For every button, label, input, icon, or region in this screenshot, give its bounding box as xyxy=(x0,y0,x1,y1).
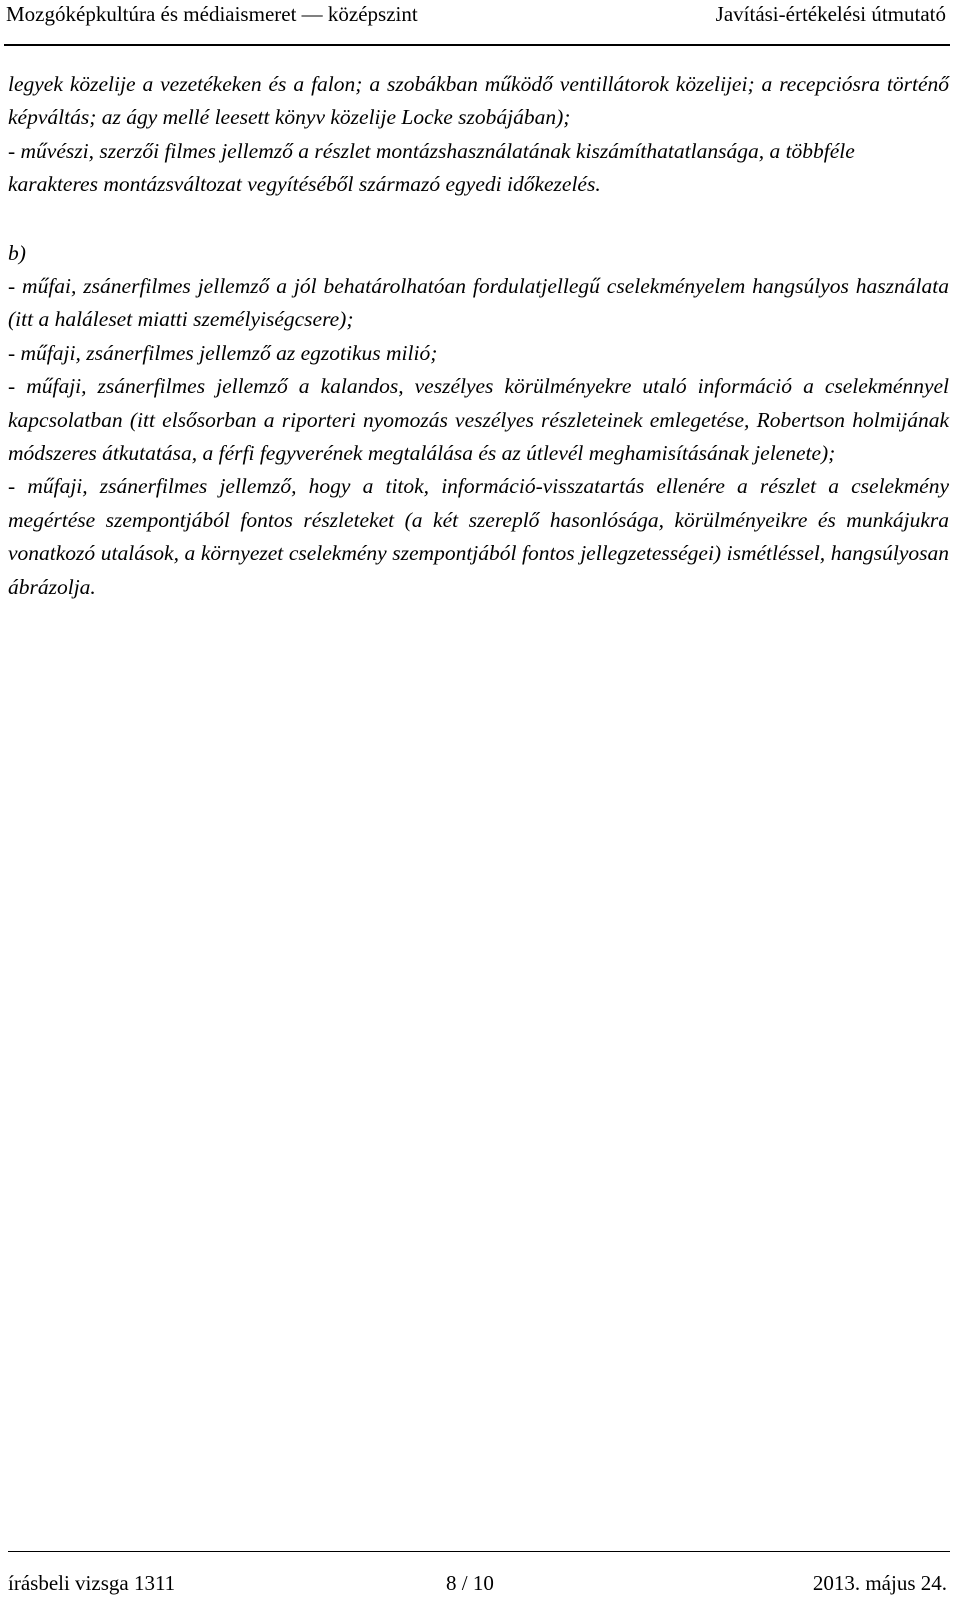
part-a-paragraph-1: legyek közelije a vezetékeken és a falon; a szobákban működő ventillátorok közelijei; a recepciósra történő képváltás; az ágy mellé leesett könyv közelije Locke szobájában); xyxy=(8,72,949,130)
page-header xyxy=(0,0,950,28)
part-a-paragraph-2: - művészi, szerzői filmes jellemző a részlet montázshasználatának kiszámíthatatlansága, a többféle karakteres montázsváltozat vegyítéséből származó egyedi időkezelés. xyxy=(8,138,855,197)
part-b-item-2: - műfaji, zsánerfilmes jellemző az egzotikus milió; xyxy=(8,340,438,365)
page-footer xyxy=(0,1568,950,1598)
page-body xyxy=(8,68,949,604)
footer-page-number: 8 / 10 xyxy=(446,1571,494,1595)
part-b-item-4: - műfaji, zsánerfilmes jellemző, hogy a titok, információ-visszatartás ellenére a részlet a cselekmény megértése szempontjából fontos részleteket (a két szereplő hasonlósága, körülményeikre és munkájukra vonatkozó utalások, a környezet cselekmény szempontjából fontos jellegzetességei) ismétléssel, hangsúlyosan ábrázolja. xyxy=(8,474,949,599)
part-b-label: b) xyxy=(8,240,26,265)
header-document-type: Javítási-értékelési útmutató xyxy=(715,2,946,26)
part-b-item-3: - műfaji, zsánerfilmes jellemző a kalandos, veszélyes körülményekre utaló információ a cselekménnyel kapcsolatban (itt elsősorban a riporteri nyomozás veszélyes részleteinek emlegetése, Robertson holmijának módszeres átkutatása, a férfi fegyverének megtalálása és az útlevél meghamisításának jelenete); xyxy=(8,374,949,466)
footer-exam-code: írásbeli vizsga 1311 xyxy=(8,1571,176,1595)
part-b-item-1: - műfai, zsánerfilmes jellemző a jól behatárolhatóan fordulatjellegű cselekményelem hangsúlyos használata (itt a haláleset miatti személyiségcsere); xyxy=(8,274,949,332)
header-subject-title: Mozgóképkultúra és médiaismeret — középszint xyxy=(6,2,418,26)
header-divider xyxy=(4,44,950,46)
footer-divider xyxy=(8,1551,950,1552)
footer-date: 2013. május 24. xyxy=(812,1571,947,1595)
